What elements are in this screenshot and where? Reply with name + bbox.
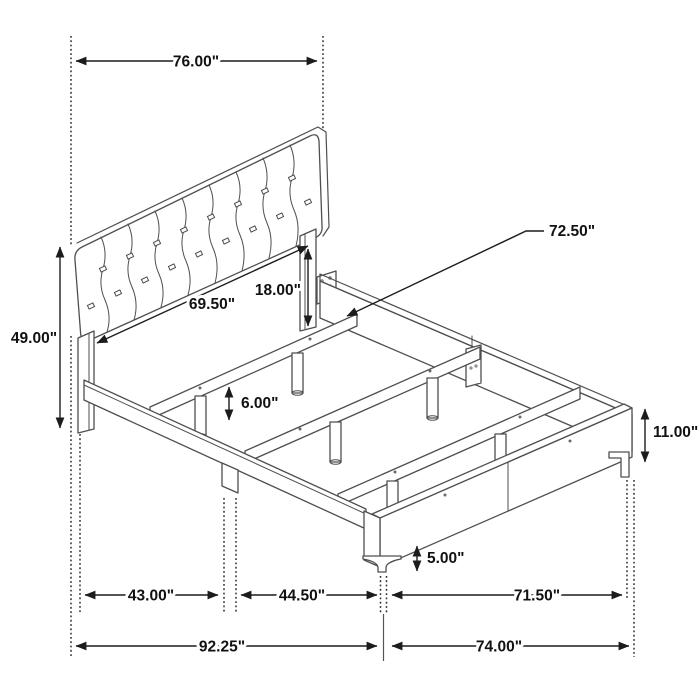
dimension-label-92-25: 92.25"	[198, 638, 246, 656]
dimension-label-44-50: 44.50"	[278, 587, 326, 605]
dim-span-44-5	[241, 588, 377, 605]
dim-headboard-width	[76, 54, 317, 71]
dimension-label-5-00: 5.00"	[427, 550, 465, 567]
dim-span-43	[85, 588, 218, 605]
dimension-label-43-00: 43.00"	[127, 587, 175, 605]
dimension-label-11-00: 11.00"	[653, 424, 699, 441]
dimension-label-49-00: 49.00"	[10, 330, 58, 347]
extension-guides	[71, 36, 634, 661]
slat-rail-2	[245, 347, 480, 463]
dimensions	[11, 54, 698, 656]
footboard-screw-1	[444, 494, 447, 497]
dim-headboard-overall-height	[11, 247, 60, 428]
dimension-label-69-50: 69.50"	[188, 296, 236, 313]
dimension-label-6-00: 6.00"	[241, 395, 279, 412]
left-rail-edge	[84, 385, 366, 514]
dim-slat-leg-height	[229, 387, 279, 420]
dimension-label-71-50: 71.50"	[513, 587, 561, 605]
dimension-label-72-50: 72.50"	[549, 223, 596, 240]
dimension-label-74-00: 74.00"	[475, 638, 523, 656]
left-side-rail	[84, 380, 366, 529]
front-corner-leg	[363, 556, 401, 572]
dim-span-92-25	[76, 639, 377, 656]
dim-footboard-height	[645, 409, 698, 462]
dim-span-71-5	[392, 588, 622, 605]
left-rail-face	[84, 380, 366, 529]
dim-corner-leg-height	[417, 546, 465, 571]
dim-span-74	[392, 639, 629, 656]
footboard-screw-2	[569, 440, 572, 443]
right-rail-rim	[320, 274, 632, 415]
dimension-label-76: 76.00"	[172, 53, 220, 71]
dimension-label-18-00: 18.00"	[254, 282, 301, 299]
